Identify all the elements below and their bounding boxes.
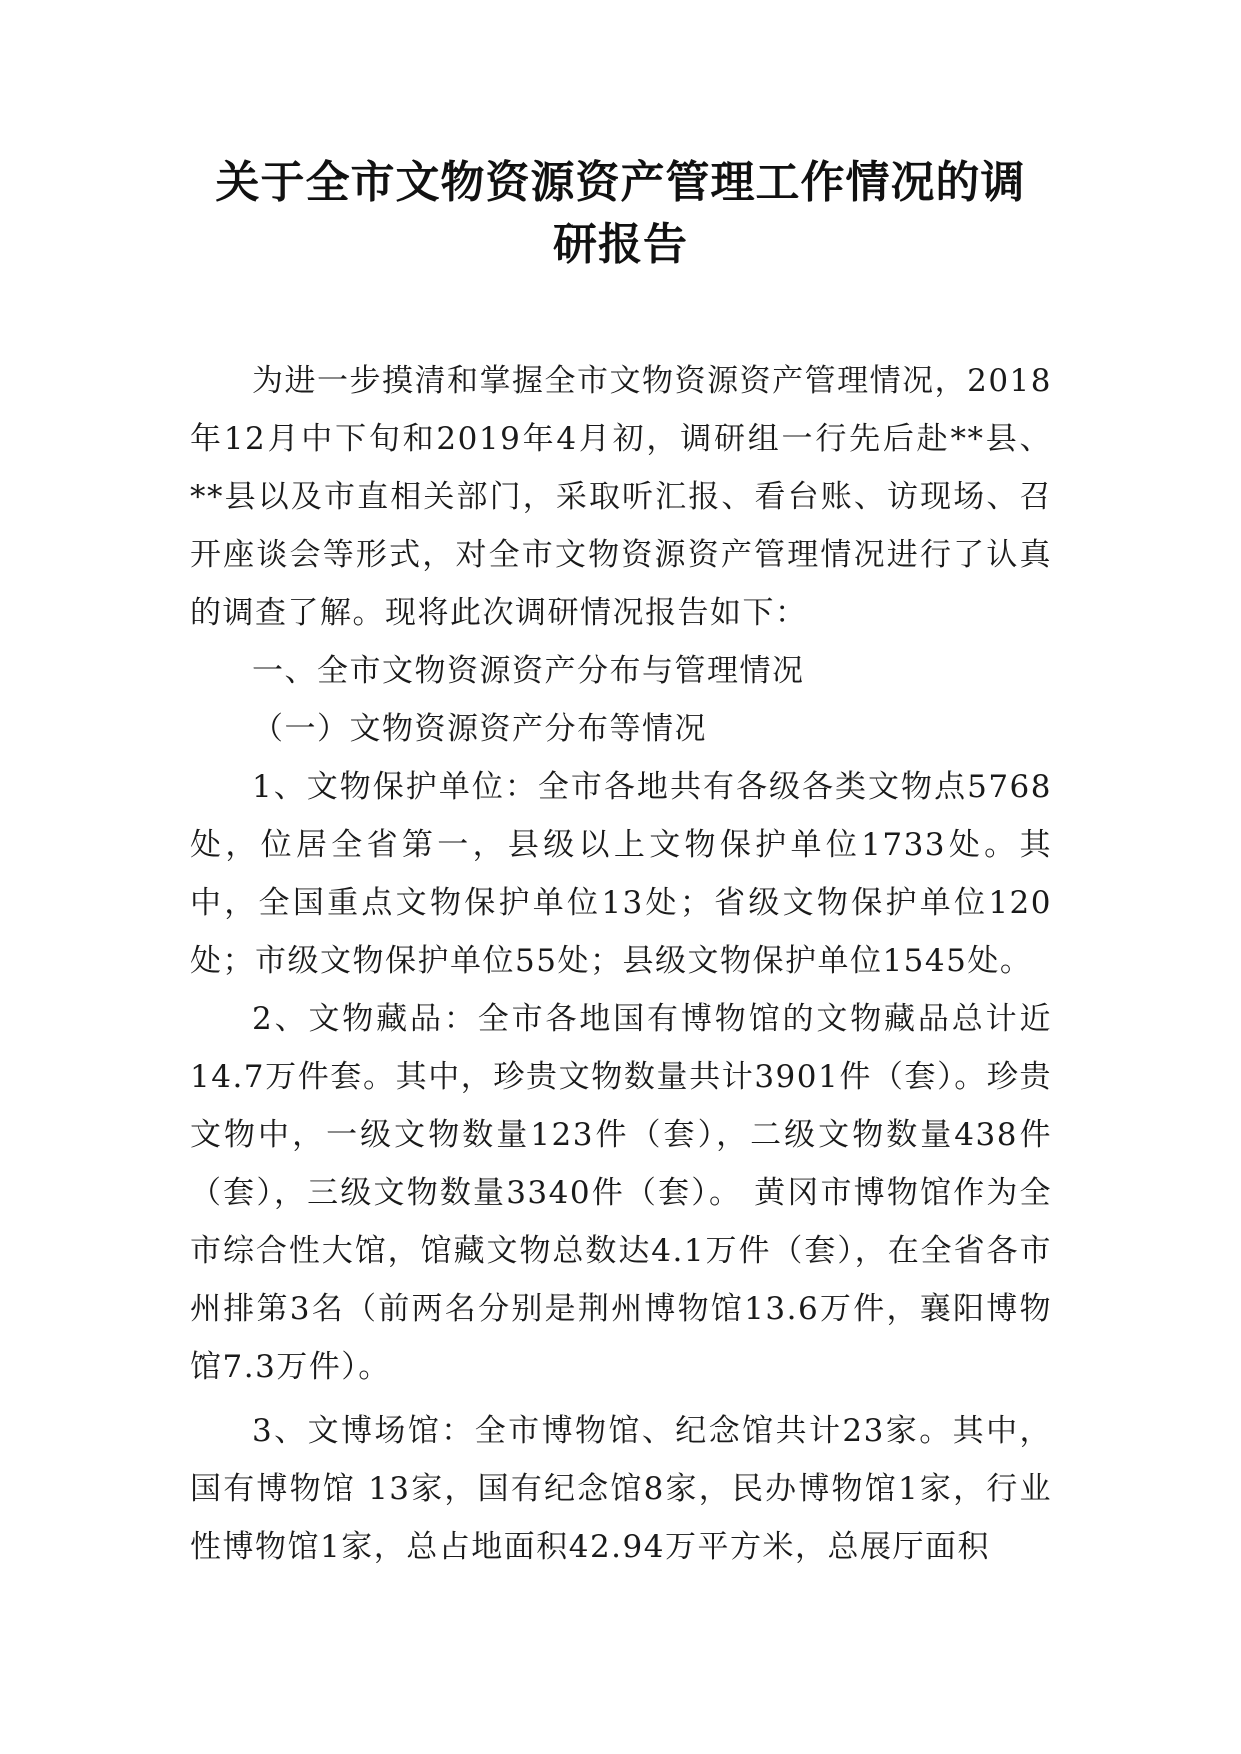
paragraph-intro: 为进一步摸清和掌握全市文物资源资产管理情况，2018年12月中下旬和2019年4月初，调研组一行先后赴**县、**县以及市直相关部门，采取听汇报、看台账、访现场、召开座谈会等形式，对全市文物资源资产管理情况进行了认真的调查了解。现将此次调研情况报告如下：	[190, 363, 1052, 631]
document-body	[190, 352, 1052, 1576]
paragraph-museums: 3、文博场馆：全市博物馆、纪念馆共计23家。其中，国有博物馆 13家，国有纪念馆8家，民办博物馆1家，行业性博物馆1家，总占地面积42.94万平方米，总展厅面积	[190, 1413, 1052, 1565]
document-title	[150, 152, 1091, 276]
title-line-2: 研报告	[553, 219, 688, 270]
title-line-1: 关于全市文物资源资产管理工作情况的调	[215, 157, 1026, 208]
subsection-heading-1: （一）文物资源资产分布等情况	[252, 711, 707, 747]
paragraph-collections: 2、文物藏品：全市各地国有博物馆的文物藏品总计近14.7万件套。其中，珍贵文物数量共计3901件（套）。珍贵文物中，一级文物数量123件（套），二级文物数量438件（套），三级文物数量3340件（套）。 黄冈市博物馆作为全市综合性大馆，馆藏文物总数达4.1万件（套），在全省各市州排第3名（前两名分别是荆州博物馆13.6万件，襄阳博物馆7.3万件）。	[190, 1001, 1052, 1385]
section-heading-1: 一、全市文物资源资产分布与管理情况	[252, 653, 805, 689]
paragraph-heritage-sites: 1、文物保护单位：全市各地共有各级各类文物点5768处，位居全省第一，县级以上文物保护单位1733处。其中，全国重点文物保护单位13处；省级文物保护单位120处；市级文物保护单位55处；县级文物保护单位1545处。	[190, 769, 1052, 979]
